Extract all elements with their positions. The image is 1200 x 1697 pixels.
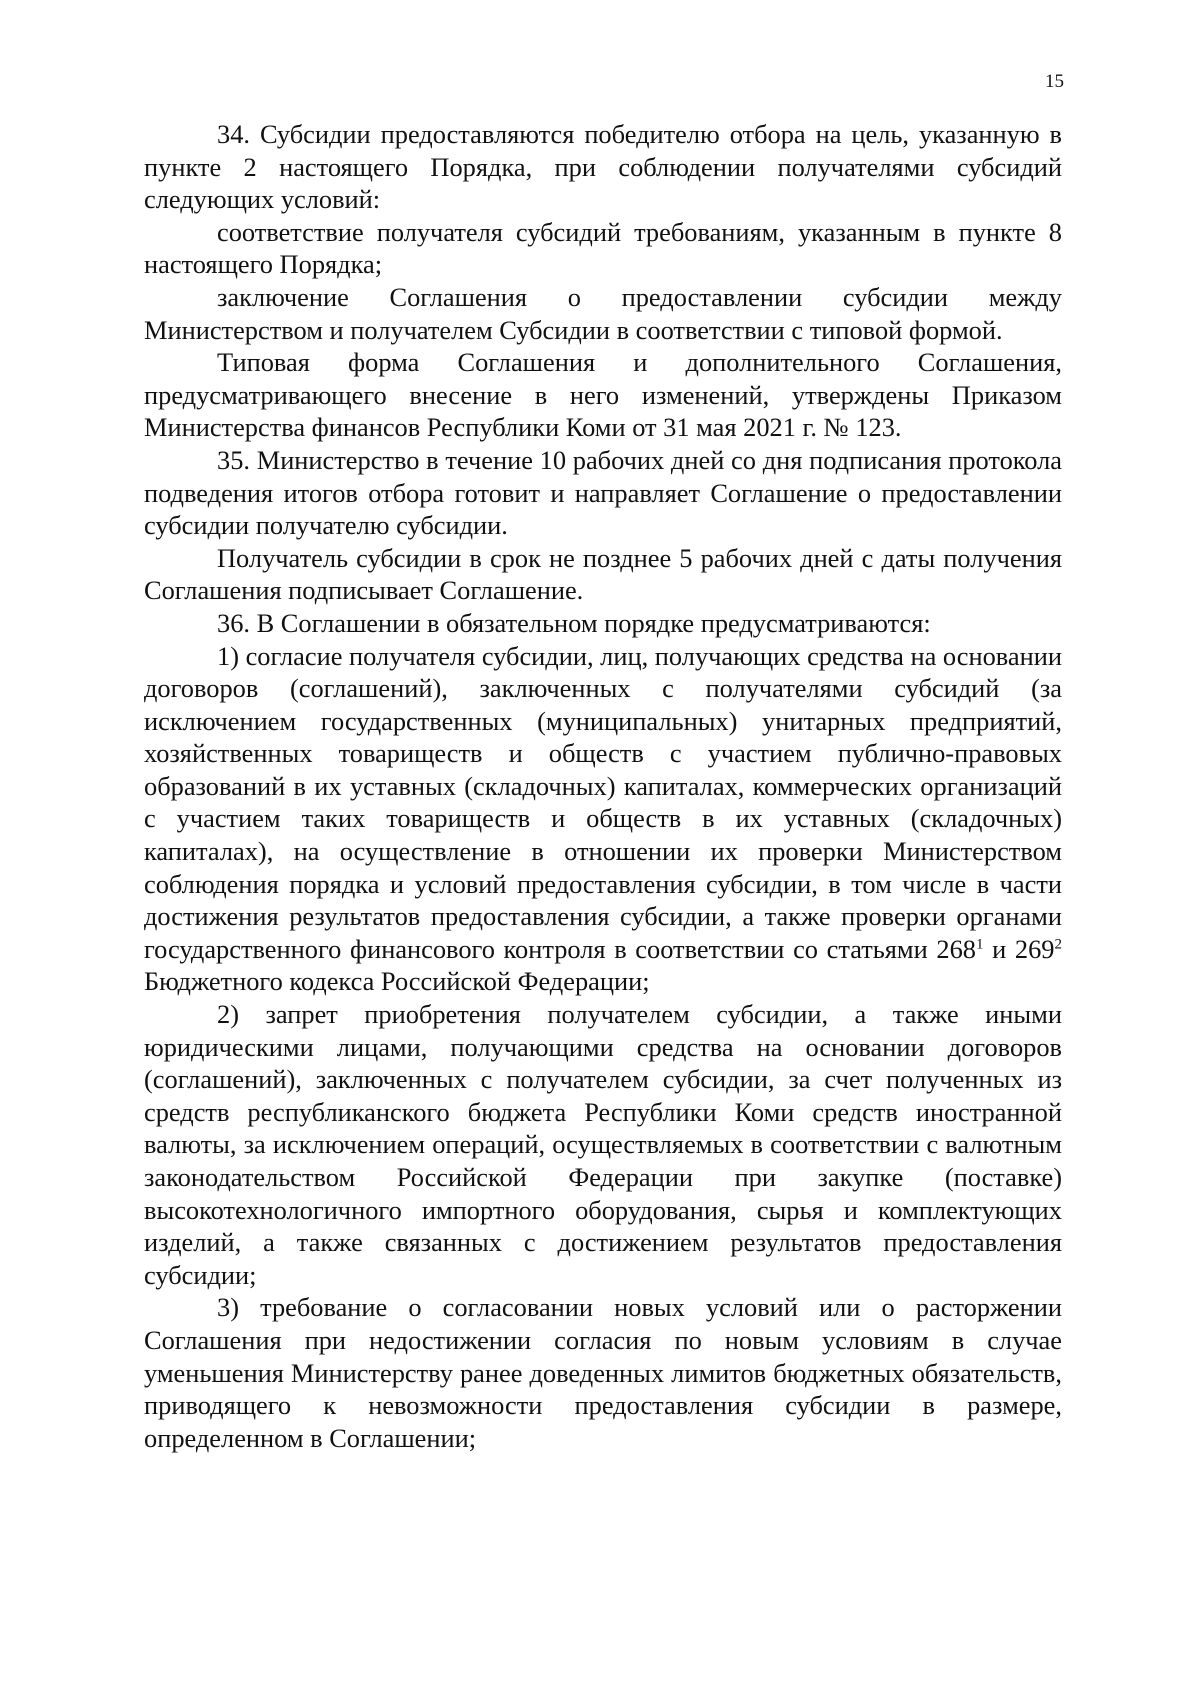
superscript-1: 1: [975, 936, 984, 953]
page-number: 15: [1045, 71, 1064, 92]
document-body: [144, 118, 1062, 1454]
item-1-text-middle: и 269: [983, 933, 1055, 964]
item-1-text-end: Бюджетного кодекса Российской Федерации;: [144, 966, 650, 997]
paragraph-35-signing: Получатель субсидии в срок не позднее 5 рабочих дней с даты получения Соглашения подписывает Соглашение.: [144, 542, 1062, 606]
paragraph-36-item-3: 3) требование о согласовании новых условий или о расторжении Соглашения при недостижении согласия по новым условиям в случае уменьшения Министерству ранее доведенных лимитов бюджетных обязательств, приводящего к невозможности предоставления субсидии в размере, определенном в Соглашении;: [144, 1292, 1062, 1453]
paragraph-34-condition-2: заключение Соглашения о предоставлении субсидии между Министерством и получателем Субсидии в соответствии с типовой формой.: [144, 281, 1062, 345]
paragraph-36: 36. В Соглашении в обязательном порядке предусматриваются:: [217, 607, 931, 638]
item-1-text-start: 1) согласие получателя субсидии, лиц, получающих средства на основании договоров (соглашений), заключенных с получателями субсидий (за исключением государственных (муниципальных) унитарных предприятий, хозяйственных товариществ и обществ с участием публично-правовых образований в их уставных (складочных) капиталах, коммерческих организаций с участием таких товариществ и обществ в их уставных (складочных) капиталах), на осуществление в отношении их проверки Министерством соблюдения порядка и условий предоставления субсидии, в том числе в части достижения результатов предоставления субсидии, а также проверки органами государственного финансового контроля в соответствии со статьями 268: [144, 640, 1062, 964]
paragraph-36-item-1: [144, 640, 1062, 999]
paragraph-35: 35. Министерство в течение 10 рабочих дней со дня подписания протокола подведения итогов отбора готовит и направляет Соглашение о предоставлении субсидии получателю субсидии.: [144, 444, 1062, 541]
paragraph-34-condition-1: соответствие получателя субсидий требованиям, указанным в пункте 8 настоящего Порядка;: [144, 216, 1062, 280]
paragraph-34: 34. Субсидии предоставляются победителю отбора на цель, указанную в пункте 2 настоящего Порядка, при соблюдении получателями субсидий следующих условий:: [144, 119, 1062, 215]
superscript-2: 2: [1054, 936, 1062, 953]
paragraph-34-standard-form: Типовая форма Соглашения и дополнительного Соглашения, предусматривающего внесение в него изменений, утверждены Приказом Министерства финансов Республики Коми от 31 мая 2021 г. № 123.: [144, 347, 1062, 443]
paragraph-36-item-2: 2) запрет приобретения получателем субсидии, а также иными юридическими лицами, получающими средства на основании договоров (соглашений), заключенных с получателем субсидии, за счет полученных из средств республиканского бюджета Республики Коми средств иностранной валюты, за исключением операций, осуществляемых в соответствии с валютным законодательством Российской Федерации при закупке (поставке) высокотехнологичного импортного оборудования, сырья и комплектующих изделий, а также связанных с достижением результатов предоставления субсидии;: [144, 999, 1062, 1290]
